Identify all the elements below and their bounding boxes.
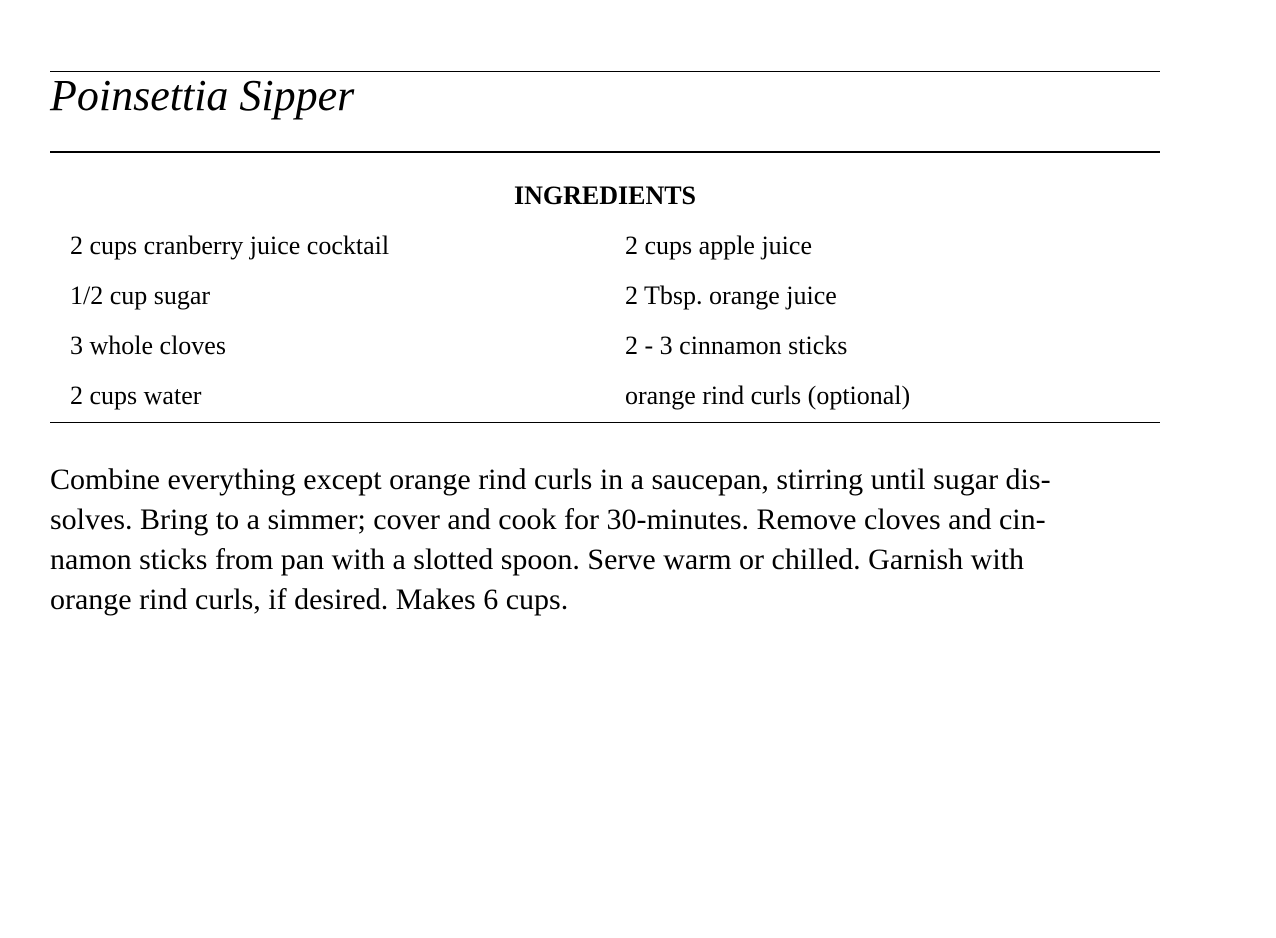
ingredients-heading: INGREDIENTS — [513, 181, 697, 210]
ingredient-item: 3 whole cloves — [70, 331, 226, 360]
instructions-line: solves. Bring to a simmer; cover and cook for 30-minutes. Remove cloves and cin- — [50, 503, 1046, 536]
ingredients-divider — [50, 422, 1160, 423]
recipe-title: Poinsettia Sipper — [50, 71, 355, 120]
ingredient-row — [70, 228, 1160, 278]
instructions-line: Combine everything except orange rind curls in a saucepan, stirring until sugar dis- — [50, 463, 1051, 496]
ingredient-item: 2 cups cranberry juice cocktail — [70, 231, 390, 260]
title-divider — [50, 151, 1160, 153]
ingredient-item: 2 - 3 cinnamon sticks — [625, 331, 848, 360]
instructions-line: namon sticks from pan with a slotted spoon. Serve warm or chilled. Garnish with — [50, 543, 1024, 576]
ingredient-item: 2 cups water — [70, 381, 202, 410]
instructions-line: orange rind curls, if desired. Makes 6 cups. — [50, 583, 569, 616]
ingredient-item: 2 Tbsp. orange juice — [625, 281, 837, 310]
ingredient-row — [70, 378, 1160, 428]
ingredient-item: 1/2 cup sugar — [70, 281, 211, 310]
ingredient-row — [70, 328, 1160, 378]
ingredient-item: orange rind curls (optional) — [625, 381, 911, 410]
ingredient-row — [70, 278, 1160, 328]
ingredient-item: 2 cups apple juice — [625, 231, 812, 260]
ingredients-list — [70, 228, 1160, 428]
instructions-paragraph — [50, 460, 1160, 620]
